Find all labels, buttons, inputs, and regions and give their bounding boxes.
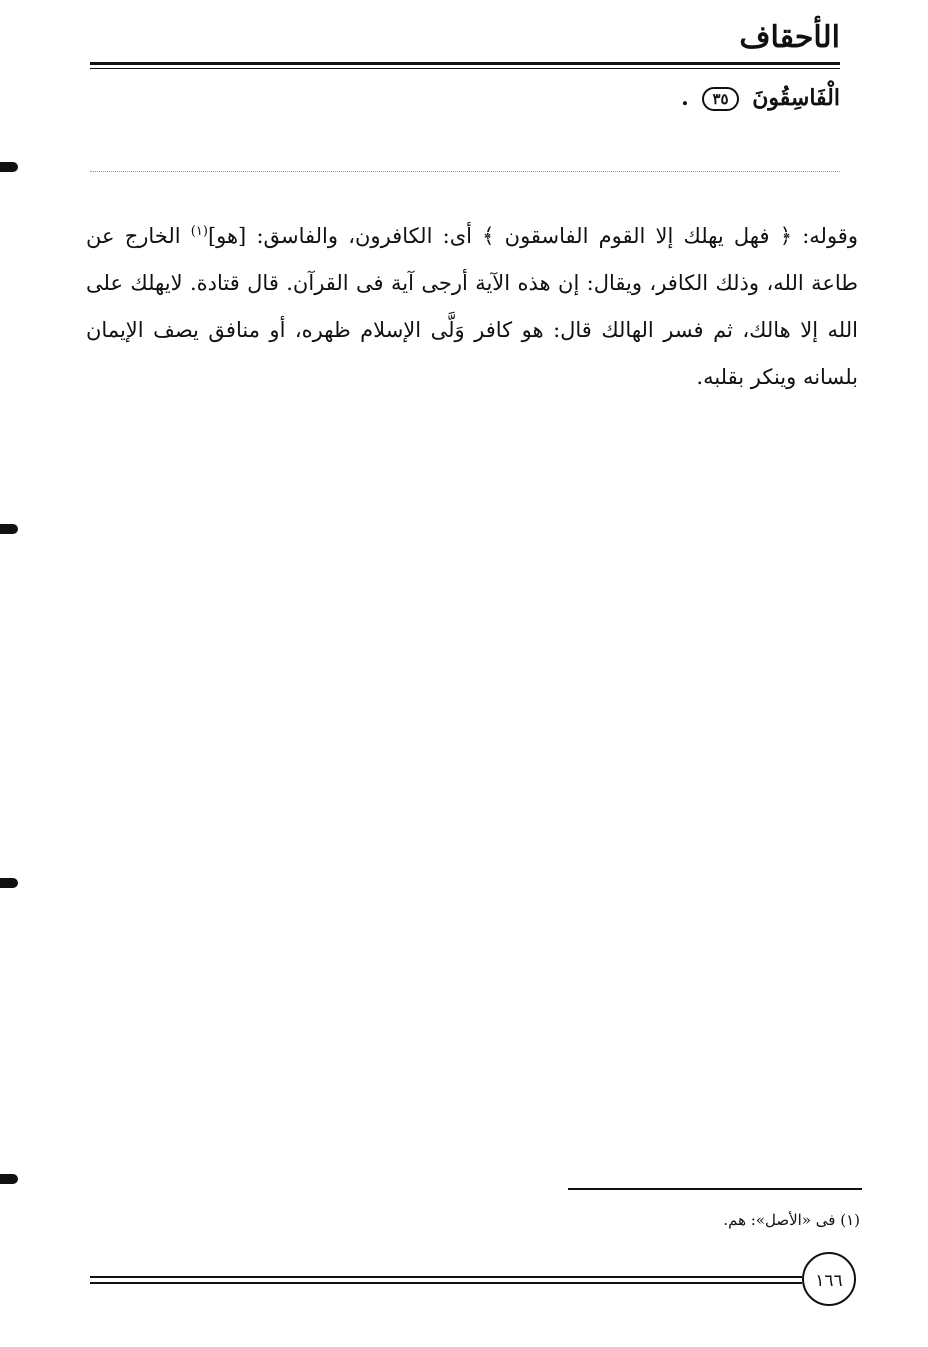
commentary-block bbox=[86, 208, 858, 401]
footer-rule-bottom bbox=[90, 1282, 802, 1284]
commentary-text: وقوله: ﴿ فهل يهلك إلا القوم الفاسقون ﴾ أى: الكافرون، والفاسق: [هو] bbox=[207, 224, 858, 248]
scan-edge-mark bbox=[0, 162, 18, 172]
footnote-reference: (١) bbox=[190, 224, 208, 239]
quran-verse-line bbox=[681, 80, 840, 116]
scan-edge-mark bbox=[0, 524, 18, 534]
page-number-circle: ١٦٦ bbox=[802, 1252, 856, 1306]
footnote-separator bbox=[568, 1188, 862, 1190]
header-rule-thin bbox=[90, 68, 840, 69]
ayah-number-medallion: ٣٥ bbox=[702, 87, 738, 111]
verse-end-mark: . bbox=[681, 85, 689, 111]
scan-edge-mark bbox=[0, 1174, 18, 1184]
footer-rule-top bbox=[90, 1276, 802, 1278]
footnote: (١) فى «الأصل»: هم. bbox=[723, 1211, 860, 1229]
commentary-paragraph bbox=[86, 208, 858, 401]
running-header-title: الأحقاف bbox=[739, 20, 840, 55]
commentary-text-rest: الخارج عن طاعة الله، وذلك الكافر، ويقال: إن هذه الآية أرجى آية فى القرآن. قال قتادة. لايهلك على الله إلا هالك، ثم فسر الهالك قال: هو كافر وَلَّى الإسلام ظهره، أو منافق يصف الإيمان بلسانه وينكر بقلبه. bbox=[86, 224, 858, 389]
section-divider bbox=[90, 171, 840, 172]
scan-edge-mark bbox=[0, 878, 18, 888]
header-rule-thick bbox=[90, 62, 840, 65]
verse-text: الْفَاسِقُونَ bbox=[752, 85, 840, 111]
